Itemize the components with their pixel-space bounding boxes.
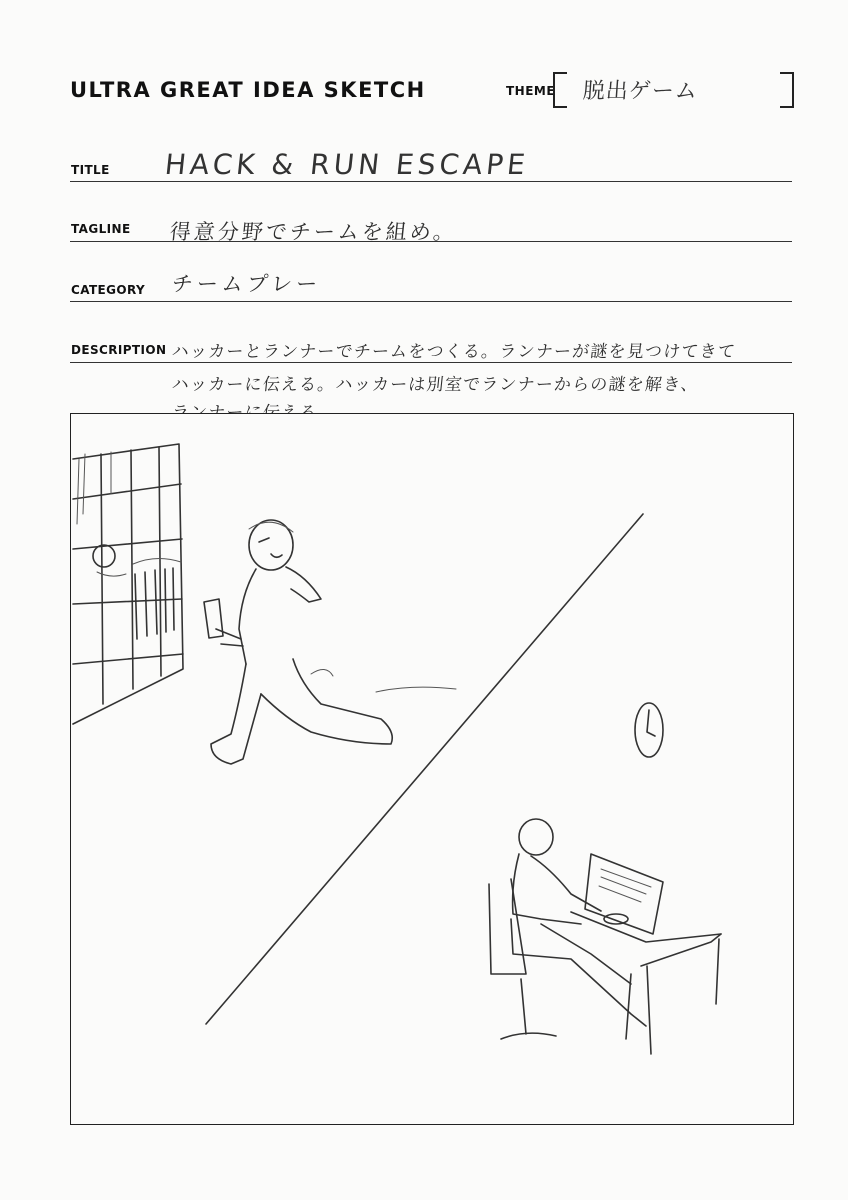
title-label: TITLE [71, 163, 110, 177]
title-rule [70, 181, 792, 182]
theme-label: THEME [506, 84, 556, 98]
tagline-value: 得意分野でチームを組め。 [168, 220, 459, 244]
description-line-1: ハッカーとランナーでチームをつくる。ランナーが謎を見つけてきて [170, 342, 737, 362]
divider-line [206, 514, 643, 1024]
theme-value: 脱出ゲーム [581, 79, 699, 104]
description-rule [70, 362, 792, 363]
description-label: DESCRIPTION [71, 343, 167, 357]
theme-bracket-left [553, 72, 567, 108]
tagline-rule [70, 241, 792, 242]
tagline-label: TAGLINE [71, 222, 131, 236]
hacker-sketch [489, 819, 721, 1054]
category-rule [70, 301, 792, 302]
title-value: HACK & RUN ESCAPE [163, 148, 531, 181]
description-line-2: ハッカーに伝える。ハッカーは別室でランナーからの謎を解き、 [170, 375, 700, 395]
runner-sketch [204, 520, 456, 764]
sketch-drawing [71, 414, 795, 1126]
sketch-frame [70, 413, 794, 1125]
sheet-title: ULTRA GREAT IDEA SKETCH [70, 78, 426, 102]
clock-icon [635, 703, 663, 757]
category-value: チームプレー [170, 272, 323, 296]
category-label: CATEGORY [71, 283, 146, 297]
bookshelf-sketch [73, 444, 183, 724]
theme-bracket-right [780, 72, 794, 108]
